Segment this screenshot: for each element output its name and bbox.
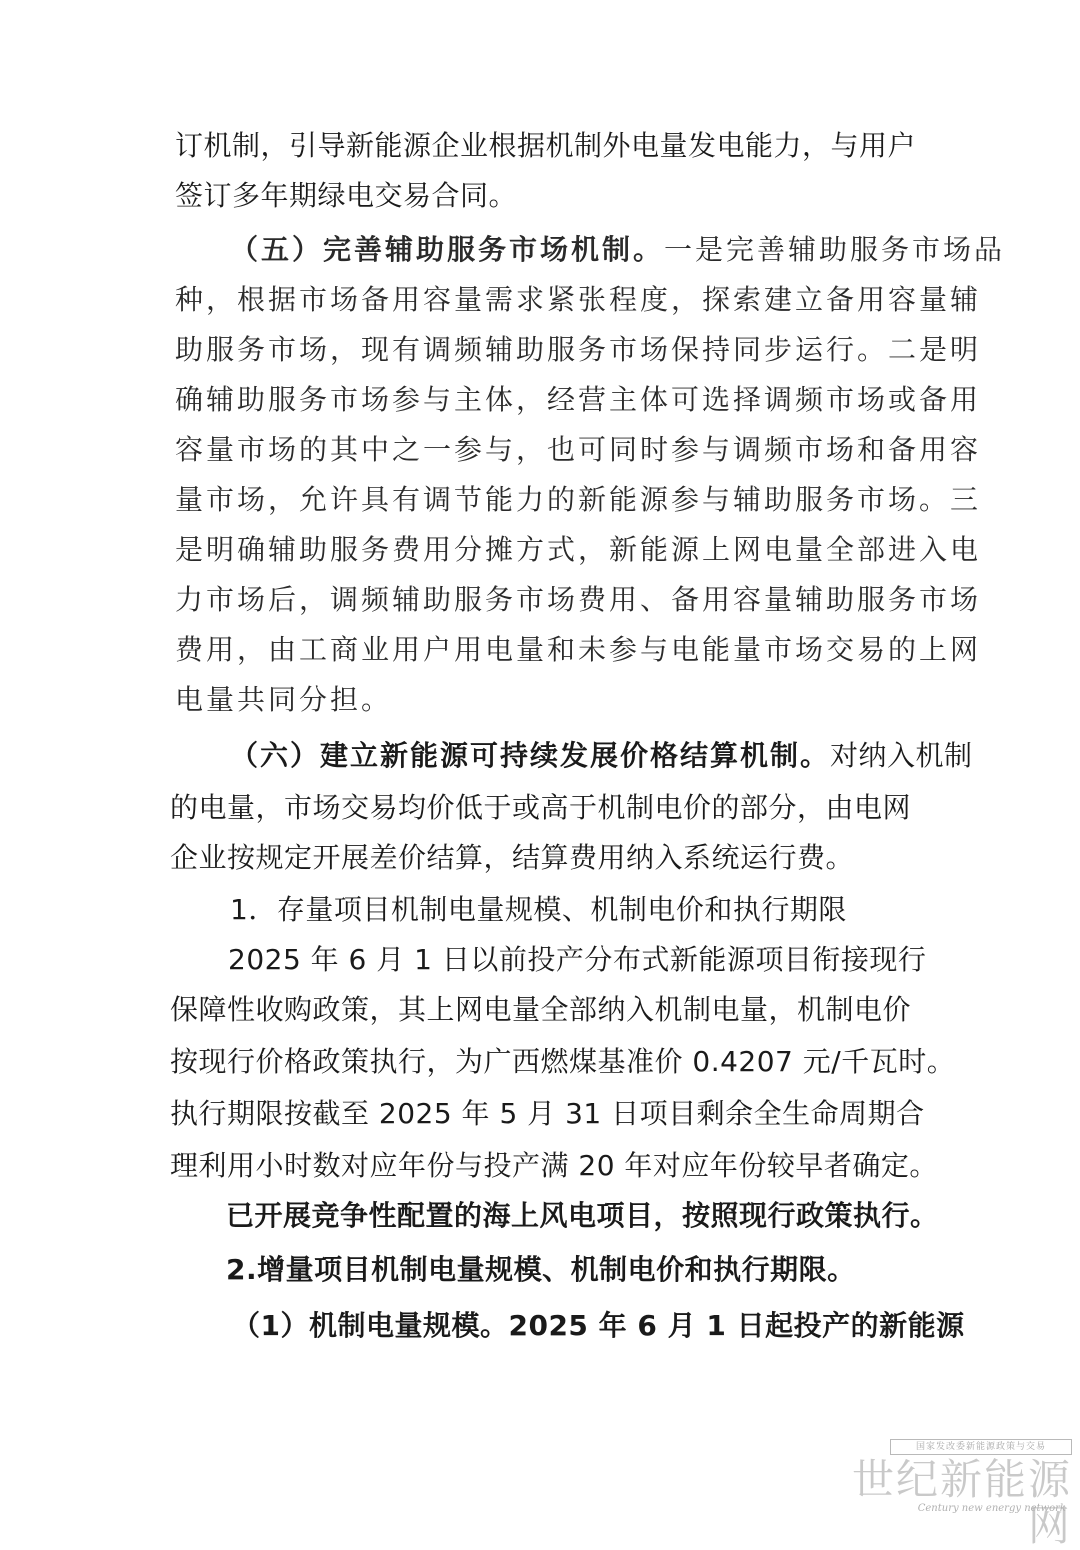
text-line: 理利用小时数对应年份与投产满 20 年对应年份较早者确定。 — [170, 1149, 938, 1182]
text-line: 助服务市场，现有调频辅助服务市场保持同步运行。二是明 — [175, 333, 982, 366]
text-run: 对纳入机制 — [830, 739, 973, 772]
watermark-main: 世纪新能源网 — [852, 1455, 1073, 1550]
section-6-heading: （六）建立新能源可持续发展价格结算机制。 — [230, 739, 831, 772]
text-line: 确辅助服务市场参与主体，经营主体可选择调频市场或备用 — [175, 383, 982, 416]
subheading-1: 1．存量项目机制电量规模、机制电价和执行期限 — [230, 893, 847, 926]
text-line: （1）机制电量规模。2025 年 6 月 1 日起投产的新能源 — [232, 1309, 965, 1342]
text-run: 一是完善辅助服务市场品 — [664, 233, 1006, 266]
text-line: 按现行价格政策执行，为广西燃煤基准价 0.4207 元/千瓦时。 — [170, 1045, 956, 1078]
watermark-logo — [852, 1439, 1073, 1550]
text-line: 保障性收购政策，其上网电量全部纳入机制电量，机制电价 — [170, 993, 912, 1026]
text-line: 的电量，市场交易均价低于或高于机制电价的部分，由电网 — [170, 791, 912, 824]
text-line: 2025 年 6 月 1 日以前投产分布式新能源项目衔接现行 — [228, 943, 927, 976]
text-line: 已开展竞争性配置的海上风电项目，按照现行政策执行。 — [226, 1199, 939, 1232]
section-6-heading-line — [230, 736, 973, 776]
subheading-2: 2.增量项目机制电量规模、机制电价和执行期限。 — [226, 1253, 856, 1286]
text-line: 订机制，引导新能源企业根据机制外电量发电能力，与用户 — [175, 129, 917, 162]
text-line: 企业按规定开展差价结算，结算费用纳入系统运行费。 — [170, 841, 855, 874]
section-5-heading: （五）完善辅助服务市场机制。 — [230, 233, 665, 266]
text-line: 执行期限按截至 2025 年 5 月 31 日项目剩余全生命周期合 — [170, 1097, 925, 1130]
text-line: 电量共同分担。 — [175, 683, 393, 716]
watermark-top: 国家发改委新能源政策与交易 — [890, 1439, 1072, 1455]
text-line: 力市场后，调频辅助服务市场费用、备用容量辅助服务市场 — [175, 583, 982, 616]
text-line: 是明确辅助服务费用分摊方式，新能源上网电量全部进入电 — [175, 533, 982, 566]
watermark-sub: Century new energy network — [917, 1503, 1066, 1514]
text-line: 容量市场的其中之一参与，也可同时参与调频市场和备用容 — [175, 433, 982, 466]
text-line: 签订多年期绿电交易合同。 — [175, 179, 518, 212]
text-line: 种，根据市场备用容量需求紧张程度，探索建立备用容量辅 — [175, 283, 982, 316]
section-5-heading-line — [230, 230, 1005, 270]
text-line: 量市场，允许具有调节能力的新能源参与辅助服务市场。三 — [175, 483, 982, 516]
text-line: 费用，由工商业用户用电量和未参与电能量市场交易的上网 — [175, 633, 982, 666]
